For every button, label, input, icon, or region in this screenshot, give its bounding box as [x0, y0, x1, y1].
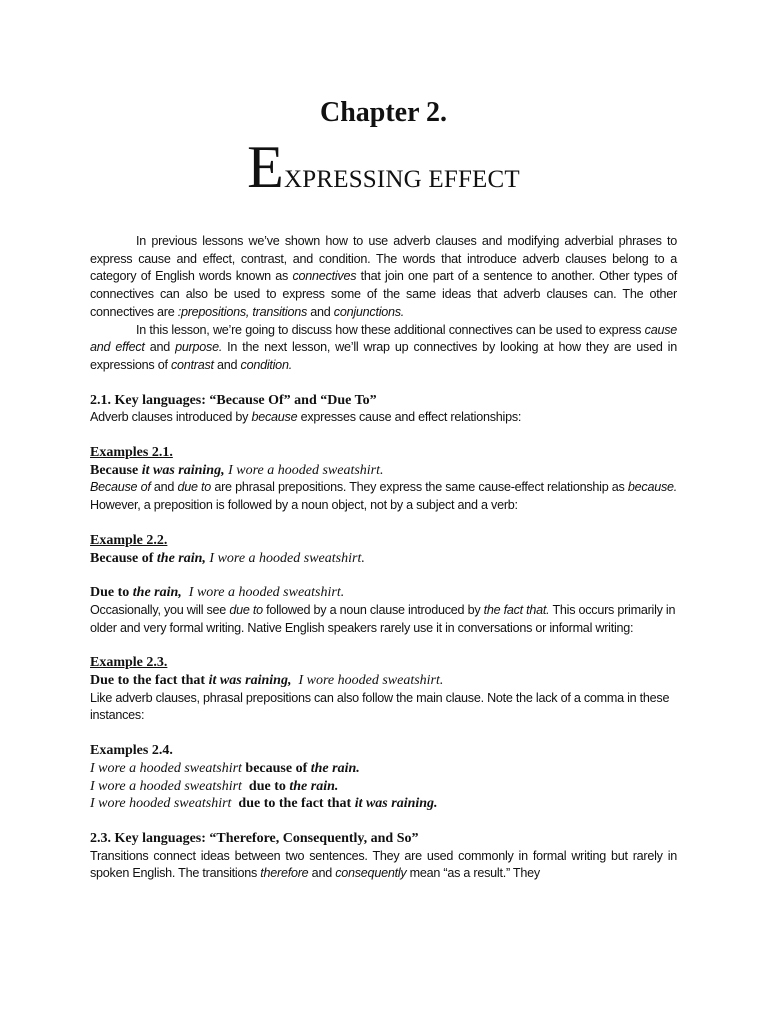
term-contrast: contrast	[170, 357, 214, 372]
examples-heading-text: Examples 2.1.	[90, 445, 173, 461]
example-bold: Because of	[90, 550, 157, 566]
examples-2-1-paragraph	[90, 479, 677, 514]
term-purpose: purpose.	[175, 340, 223, 355]
title-rest: XPRESSING EFFECT	[283, 166, 520, 193]
example-bold: due to the fact that	[231, 796, 355, 812]
example-bold-italic: the rain,	[156, 550, 206, 566]
desc-text: Adverb clauses introduced by	[90, 410, 252, 425]
example-italic: I wore a hooded sweatshirt.	[224, 462, 384, 478]
section-2-1-heading	[90, 392, 677, 410]
example-2-3-paragraph: Like adverb clauses, phrasal prepositions can also follow the main clause. Note the lack of a comma in these instances:	[90, 690, 670, 723]
example-bold: Due to	[90, 585, 133, 601]
section-heading-text: 2.1. Key languages: “Because Of” and “Due To”	[90, 392, 377, 408]
example-bold-italic: it was raining.	[354, 796, 438, 812]
section-heading-text: 2.3. Key languages: “Therefore, Consequently, and So”	[90, 830, 419, 846]
example-italic: I wore a hooded sweatshirt.	[205, 550, 365, 566]
term-because: because.	[627, 480, 678, 495]
intro-text: and	[144, 340, 176, 355]
example-sentence	[90, 584, 677, 602]
example-2-2-paragraph	[90, 602, 677, 637]
para-text: followed by a noun clause introduced by	[262, 602, 484, 617]
intro-text: and	[213, 357, 241, 372]
example-bold-italic: it was raining,	[141, 462, 225, 478]
example-italic: I wore hooded sweatshirt	[90, 796, 232, 812]
intro-text: that join one part of a sentence to another. Other types of connectives can also be used to express some of the same ideas that adverb clauses can. The other connectives are	[90, 269, 677, 319]
intro-text: In this lesson, we’re going to discuss how these additional connectives can be used to express	[136, 322, 645, 337]
example-sentence	[90, 778, 677, 796]
example-bold: Due to the fact that	[90, 673, 209, 689]
term-fact-that: the fact that.	[483, 602, 550, 617]
intro-paragraph-2	[90, 322, 677, 375]
para-text: Occasionally, you will see	[90, 602, 230, 617]
para-text: mean “as a result.” They	[406, 866, 540, 881]
term-therefore: therefore	[260, 866, 309, 881]
intro-text: In previous lessons we’ve shown how to use adverb clauses and modifying adverbial phrases to express cause and effect, contrast, and condition. The words that introduce adverb clauses belong to a category of English words known as	[90, 234, 677, 284]
term-due-to: due to	[177, 480, 212, 495]
example-bold: due to	[241, 778, 290, 794]
example-heading-text: Example 2.3.	[90, 655, 168, 671]
examples-heading-text: Examples 2.4.	[90, 743, 173, 759]
example-sentence	[90, 795, 677, 813]
example-italic: I wore a hooded sweatshirt	[90, 778, 242, 794]
example-bold-italic: it was raining,	[208, 673, 292, 689]
term-because: because	[251, 410, 298, 425]
examples-2-1-heading	[90, 444, 677, 462]
intro-text: In the next lesson, we’ll wrap up connectives by looking at how they are used in expressions of	[90, 340, 677, 372]
example-bold-italic: the rain.	[289, 778, 339, 794]
term-conjunctions: conjunctions.	[333, 304, 405, 319]
example-italic: I wore a hooded sweatshirt	[90, 760, 242, 776]
example-italic: I wore a hooded sweatshirt.	[181, 585, 345, 601]
example-bold-italic: the rain.	[310, 760, 360, 776]
term-cause: cause and effect	[90, 322, 677, 355]
example-heading-text: Example 2.2.	[90, 532, 168, 548]
example-2-3-heading	[90, 654, 677, 672]
example-2-2-heading	[90, 532, 677, 550]
para-text: and	[308, 866, 336, 881]
example-bold-italic: the rain,	[132, 585, 182, 601]
section-2-1-description	[90, 409, 677, 427]
term-consequently: consequently	[335, 866, 407, 881]
term-condition: condition.	[240, 357, 292, 372]
term-connectives: connectives	[292, 269, 357, 284]
desc-text: expresses cause and effect relationships:	[297, 410, 522, 425]
para-text: Transitions connect ideas between two sentences. They are used commonly in formal writing but rarely in spoken English. The transitions	[90, 848, 677, 881]
section-2-3-heading	[90, 830, 677, 848]
example-bold: because of	[241, 760, 311, 776]
chapter-title	[90, 132, 677, 215]
document-body	[90, 233, 677, 883]
example-bold: Because	[90, 462, 142, 478]
term-due-to: due to	[229, 602, 263, 617]
para-text: However, a preposition is followed by a noun object, not by a subject and a verb:	[90, 498, 518, 513]
example-sentence	[90, 760, 677, 778]
example-italic: I wore hooded sweatshirt.	[291, 673, 444, 689]
example-sentence	[90, 672, 677, 690]
intro-text: and	[307, 304, 334, 319]
section-2-3-paragraph	[90, 848, 677, 883]
para-text: This occurs primarily in older and very formal writing. Native English speakers rarely use it in conversations or informal writing:	[90, 602, 676, 635]
examples-2-4-heading	[90, 742, 677, 760]
example-sentence	[90, 550, 677, 568]
term-because-of: Because of	[90, 480, 151, 495]
example-sentence	[90, 462, 677, 480]
intro-paragraph-1	[90, 233, 677, 322]
chapter-heading: Chapter 2.	[319, 97, 448, 128]
title-initial: E	[247, 134, 284, 200]
para-text: are phrasal prepositions. They express the same cause-effect relationship as	[211, 480, 628, 495]
term-list: :prepositions, transitions	[177, 304, 308, 319]
para-text: and	[150, 480, 178, 495]
